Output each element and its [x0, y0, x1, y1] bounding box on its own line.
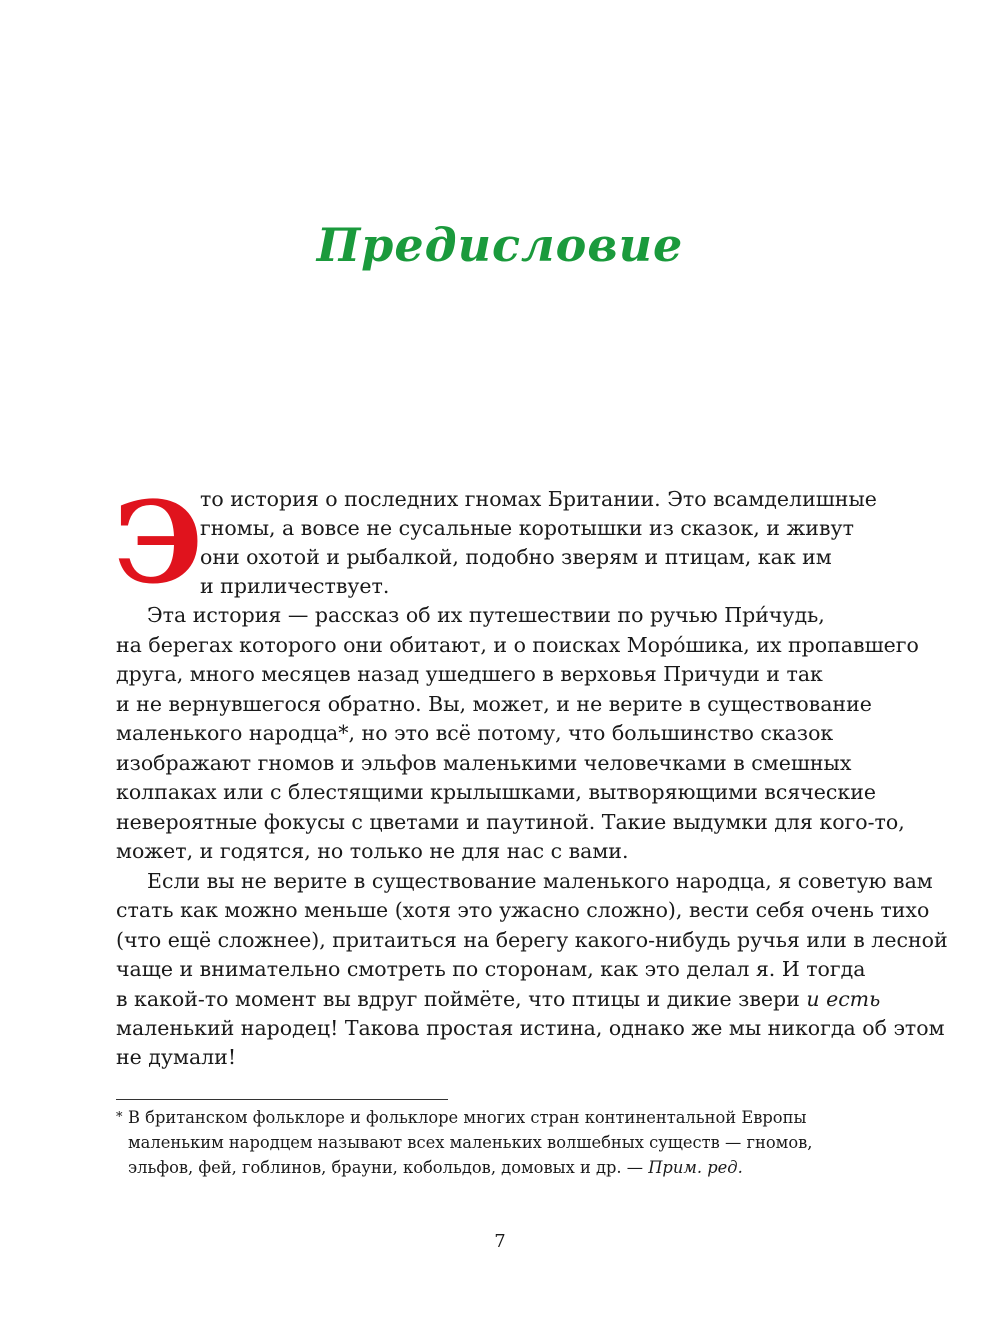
- drop-cap: Э: [114, 478, 204, 609]
- text-line: (что ещё сложнее), притаиться на берегу какого-нибудь ручья или в лесной: [116, 928, 948, 952]
- text-line: маленький народец! Такова простая истина, однако же мы никогда об этом: [116, 1016, 945, 1040]
- text-line: они охотой и рыбалкой, подобно зверям и птицам, как им: [200, 545, 832, 569]
- text-line: не думали!: [116, 1045, 237, 1069]
- text-line-start: в какой-то момент вы вдруг поймёте, что птицы и дикие звери: [116, 987, 807, 1011]
- text-line: Если вы не верите в существование маленького народца, я советую вам: [147, 869, 933, 893]
- text-line: Эта история — рассказ об их путешествии по ручью При́чудь,: [147, 603, 825, 627]
- text-line: колпаках или с блестящими крылышками, вытворяющими всяческие: [116, 780, 877, 804]
- text-line: маленького народца*, но это всё потому, что большинство сказок: [116, 721, 834, 745]
- text-line: изображают гномов и эльфов маленькими человечками в смешных: [116, 751, 852, 775]
- footnote-line: В британском фольклоре и фольклоре многих стран континентальной Европы: [128, 1108, 807, 1127]
- text-line: и не вернувшегося обратно. Вы, может, и не верите в существование: [116, 692, 872, 716]
- footnote-marker: *: [116, 1110, 123, 1125]
- chapter-title: Предисловие: [316, 218, 684, 272]
- text-line: гномы, а вовсе не сусальные коротышки из сказок, и живут: [200, 516, 854, 540]
- text-line: может, и годятся, но только не для нас с вами.: [116, 839, 629, 863]
- footnote-line-start: эльфов, фей, гоблинов, брауни, кобольдов, домовых и др. —: [128, 1158, 649, 1177]
- footnote-divider: [116, 1099, 448, 1100]
- emphasis-text: и есть: [806, 987, 881, 1011]
- text-line: то история о последних гномах Британии. Это всамделишные: [200, 487, 877, 511]
- text-line: невероятные фокусы с цветами и паутиной. Такие выдумки для кого-то,: [116, 810, 905, 834]
- page-number: 7: [494, 1231, 506, 1252]
- text-line: друга, много месяцев назад ушедшего в верховья Причуди и так: [116, 662, 823, 686]
- text-line: на берегах которого они обитают, и о поисках Моро́шика, их пропавшего: [116, 633, 919, 657]
- text-line: чаще и внимательно смотреть по сторонам, как это делал я. И тогда: [116, 957, 866, 981]
- text-line: [116, 985, 880, 1014]
- text-line: и приличествует.: [200, 574, 390, 598]
- footnote-line: [128, 1156, 743, 1180]
- editor-note: Прим. ред.: [648, 1158, 743, 1177]
- footnote-line: маленьким народцем называют всех маленьких волшебных существ — гномов,: [128, 1133, 813, 1152]
- text-line: стать как можно меньше (хотя это ужасно сложно), вести себя очень тихо: [116, 898, 930, 922]
